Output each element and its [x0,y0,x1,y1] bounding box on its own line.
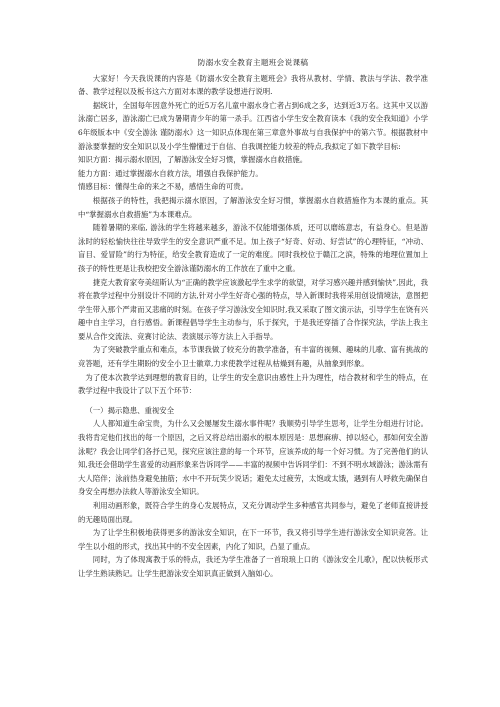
paragraph: 知识方面：揭示溺水原因，了解游泳安全好习惯，掌握溺水自救措施。 [78,155,308,165]
document-title: 防溺水安全教育主题班会说课稿 [197,58,309,67]
paragraph: 利用动画形象，既符合学生的身心发展特点，又充分调动学生多种感官共同参与，避免了老师直接讲授的无趣局面出现。 [78,501,428,524]
paragraph: 大家好！今天我说课的内容是《防溺水安全教育主题班会》我将从教材、学情、教法与学法、教学准备、教学过程以及板书这六方面对本课的教学设想进行说明. [78,73,428,97]
paragraph: 据统计，全国每年因意外死亡的近5万名儿童中溺水身亡者占到6成之多，达到近3万名。这其中又以游泳溺亡居多，游泳溺亡已成为暑期青少年的第一杀手。江西省小学生安全教育读本《我的安全我知道》小学6年级版本中《安全游泳 谨防溺水》这一知识点体现在第三章意外事故与自我保护中的第六节。根据教材中游泳要掌握的安全知识以及小学生懵懂过于自信、自我调控能力较差的特点,我拟定了如下教学目标: [78,100,428,151]
paragraph: 情感目标：懂得生命的来之不易，感悟生命的可贵。 [78,182,248,192]
paragraph: 捷克大教育家夸美纽斯认为“正确的教学应该激起学生求学的欲望，对学习感兴趣并感到愉快”,因此，我将在教学过程中分别设计不同的方法,针对小学生好奇心强的特点，导入新课时我将采用创设情境法，意图把学生带入那个严肃而又悲痛的时刻。在孩子学习游泳安全知识时,我又采取了图文演示法，引导学生在饶有兴趣中自主学习，自行感悟。新课程倡导学生主动参与，乐于探究，于是我还穿插了合作探究法，学法上我主要从合作交流法、竞赛讨论法、表演展示等方法上入手指导。 [78,277,428,341]
document-page [78,56,428,581]
paragraph: 为了突破教学重点和难点，本节课我做了较充分的教学准备，有丰富的视频、趣味的儿歌、富有挑战的竞答题，还有学生期盼的安全小卫士徽章,力求使教学过程从枯燥到有趣，从抽象到形象。 [78,345,428,369]
paragraph: 同时，为了体现寓教于乐的特点，我还为学生准备了一首琅琅上口的《游泳安全儿歌》，配以快板形式让学生熟读熟记。让学生把游泳安全知识真正做到入脑如心。 [78,555,428,578]
paragraph: 随着暑期的来临, 游泳的学生将越来越多，游泳不仅能增强体质，还可以磨练意志，有益身心。但是游泳时的轻松愉快往往导致学生的安全意识严重不足。加上孩子“好奇、好动、好尝试”的心理特征，“冲动、盲目、爱冒险”的行为特征，给安全教育造成了一定的难度。同时我校位于赣江之滨，特殊的地理位置加上孩子的特性更是让我校把安全游泳谨防溺水的工作放在了重中之重。 [78,223,428,273]
document-body [78,72,428,581]
paragraph: 为了让学生积极地获得更多的游泳安全知识，在下一环节，我又将引导学生进行游泳安全知识竞答。让学生以小组的形式，找出其中的不安全因素，内化了知识，凸显了重点。 [78,528,428,551]
paragraph: 根据孩子的特性，我把揭示溺水原因，了解游泳安全好习惯，掌握溺水自救措施作为本课的重点。其中“掌握溺水自救措施”为本课难点。 [78,195,428,219]
section-heading: （一）揭示隐患、重视安全 [85,405,175,415]
paragraph: 人人都知道生命宝贵，为什么又会屡屡发生溺水事件呢？我顺势引导学生思考，让学生分组进行讨论。我将肯定他们找出的每一个原因，之后又将总结出溺水的根本原因是：思想麻痹、掉以轻心，那如何安全游泳呢？我会让同学们各抒己见，探究应该注意的每一个环节，应该养成的每一个好习惯。为了完善他们的认知,我还会借助学生喜爱的动画形象来告诉同学——丰富的视频中告诉同学们：不到不明水域游泳；游泳需有大人陪伴；泳前热身避免抽筋；水中不开玩笑少说话；避免太过疲劳，太饱或太饿，遇到有人呼救先确保自身安全再想办法救人等游泳安全知识。 [78,419,428,497]
paragraph: 为了使本次教学达到理想的教育目的，让学生的安全意识由感性上升为理性，结合教材和学生的特点，在教学过程中我设计了以下五个环节： [78,372,428,396]
paragraph: 能力方面：通过掌握溺水自救方法，增强自我保护能力。 [78,168,263,178]
